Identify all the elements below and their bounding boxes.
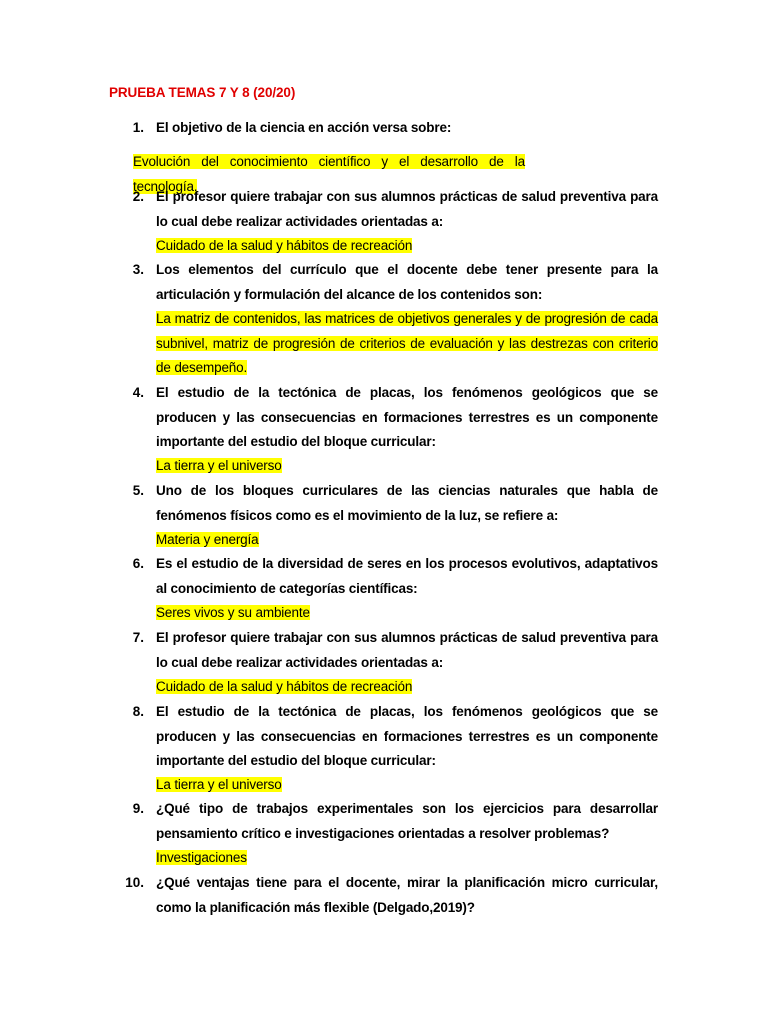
answer-text xyxy=(156,601,658,626)
answer-highlight: Cuidado de la salud y hábitos de recreación xyxy=(156,238,413,253)
answer-highlight: Materia y energía xyxy=(156,532,259,547)
question-number: 4. xyxy=(132,385,144,400)
question-text: El estudio de la tectónica de placas, los fenómenos geológicos que se producen y las consecuencias en formaciones terrestres es un componente importante del estudio del bloque curricular: xyxy=(156,385,658,449)
question-text: ¿Qué tipo de trabajos experimentales son los ejercicios para desarrollar pensamiento crítico e investigaciones orientadas a resolver problemas? xyxy=(156,801,658,841)
answer-text xyxy=(156,307,658,381)
answer-text xyxy=(156,773,658,798)
question-number: 5. xyxy=(132,483,144,498)
answer-highlight: Evolución del conocimiento científico y el desarrollo de la tecnología. xyxy=(133,154,525,194)
question-number: 9. xyxy=(132,801,144,816)
question-number: 3. xyxy=(132,262,144,277)
question-text: Los elementos del currículo que el docente debe tener presente para la articulación y formulación del alcance de los contenidos son: xyxy=(156,262,658,302)
question-text: El estudio de la tectónica de placas, los fenómenos geológicos que se producen y las consecuencias en formaciones terrestres es un componente importante del estudio del bloque curricular: xyxy=(156,704,658,768)
question-number: 7. xyxy=(132,630,144,645)
question-text: Uno de los bloques curriculares de las ciencias naturales que habla de fenómenos físicos como es el movimiento de la luz, se refiere a: xyxy=(156,483,658,523)
question-number: 1. xyxy=(132,120,144,135)
document-title: PRUEBA TEMAS 7 Y 8 (20/20) xyxy=(109,85,296,100)
answer-highlight: Cuidado de la salud y hábitos de recreación xyxy=(156,679,413,694)
answer-highlight: La tierra y el universo xyxy=(156,777,282,792)
answer-text xyxy=(156,234,658,259)
question-number: 8. xyxy=(132,704,144,719)
answer-text xyxy=(156,675,658,700)
answer-text xyxy=(156,528,658,553)
question-number: 2. xyxy=(132,189,144,204)
question-text: El profesor quiere trabajar con sus alumnos prácticas de salud preventiva para lo cual debe realizar actividades orientadas a: xyxy=(156,189,658,229)
question-text: Es el estudio de la diversidad de seres en los procesos evolutivos, adaptativos al conocimiento de categorías científicas: xyxy=(156,556,658,596)
answer-highlight: Seres vivos y su ambiente xyxy=(156,605,310,620)
answer-highlight: La tierra y el universo xyxy=(156,458,282,473)
answer-highlight: Investigaciones xyxy=(156,850,247,865)
question-number: 6. xyxy=(132,556,144,571)
answer-highlight: La matriz de contenidos, las matrices de objetivos generales y de progresión de cada subnivel, matriz de progresión de criterios de evaluación y las destrezas con criterio de desempeño. xyxy=(156,311,658,375)
question-number: 10. xyxy=(125,875,144,890)
answer-text xyxy=(156,846,658,871)
question-text: ¿Qué ventajas tiene para el docente, mirar la planificación micro curricular, como la planificación más flexible (Delgado,2019)? xyxy=(156,875,658,915)
question-text: El objetivo de la ciencia en acción versa sobre: xyxy=(156,120,452,135)
answer-text xyxy=(156,454,658,479)
question-text: El profesor quiere trabajar con sus alumnos prácticas de salud preventiva para lo cual debe realizar actividades orientadas a: xyxy=(156,630,658,670)
